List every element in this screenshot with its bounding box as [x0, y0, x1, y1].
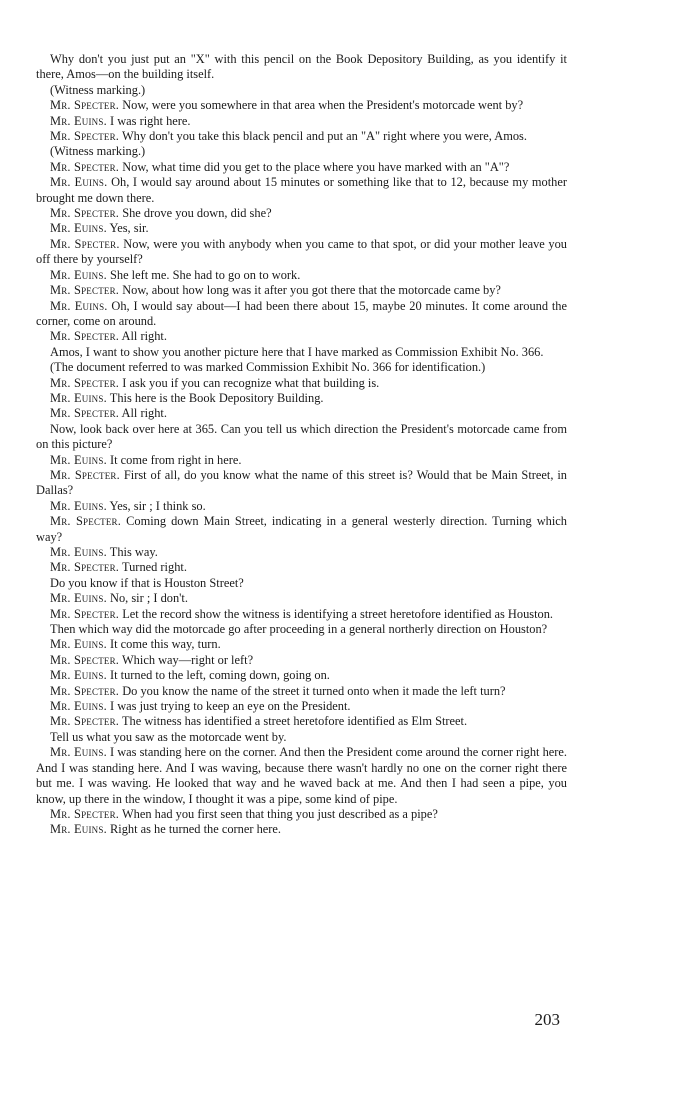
paragraph-text: First of all, do you know what the name of this street is? Would that be Main Street, in Dallas? — [36, 467, 567, 498]
speaker-label: Mr. Euins. — [50, 221, 107, 236]
transcript-paragraph — [36, 221, 567, 236]
paragraph-text: Yes, sir ; I think so. — [109, 498, 206, 513]
speaker-label: Mr. Euins. — [50, 267, 107, 282]
transcript-paragraph — [36, 283, 567, 298]
paragraph-text: Coming down Main Street, indicating in a general westerly direction. Turning which way? — [36, 514, 567, 544]
paragraph-text: All right. — [121, 406, 167, 421]
speaker-label: Mr. Specter. — [50, 159, 120, 174]
speaker-label: Mr. Specter. — [50, 375, 120, 390]
transcript-paragraph — [36, 391, 567, 406]
paragraph-text: Oh, I would say around about 15 minutes or something like that to 12, because my mother brought me down there. — [36, 175, 567, 205]
transcript-paragraph — [36, 499, 567, 514]
speaker-label: Mr. Euins. — [50, 113, 107, 128]
transcript-page — [36, 52, 567, 838]
transcript-paragraph — [36, 129, 567, 144]
paragraph-text: Tell us what you saw as the motorcade went by. — [50, 729, 287, 744]
speaker-label: Mr. Euins. — [50, 822, 107, 837]
paragraph-text: I was standing here on the corner. And then the President come around the corner right here. And I was standing here. And I was waving, because there wasn't hardly no one on the corner right there but me. I was waving. He looked that way and he waved back at me. And then I had seen a pipe, you know, up there in the window, I thought it was a pipe, some kind of pipe. — [36, 745, 567, 806]
transcript-paragraph — [36, 83, 567, 98]
speaker-label: Mr. Euins. — [50, 591, 107, 606]
transcript-paragraph — [36, 422, 567, 453]
paragraph-text: Why don't you take this black pencil and put an "A" right where you were, Amos. — [121, 129, 527, 144]
paragraph-text: Yes, sir. — [109, 221, 149, 236]
transcript-paragraph — [36, 807, 567, 822]
speaker-label: Mr. Euins. — [50, 175, 108, 190]
transcript-paragraph — [36, 268, 567, 283]
paragraph-text: She drove you down, did she? — [122, 206, 272, 221]
speaker-label: Mr. Euins. — [50, 545, 107, 559]
speaker-label: Mr. Euins. — [50, 668, 107, 683]
transcript-paragraph — [36, 345, 567, 360]
paragraph-text: Right as he turned the corner here. — [110, 822, 281, 837]
transcript-paragraph — [36, 745, 567, 807]
paragraph-text: I was right here. — [110, 113, 191, 128]
transcript-paragraph — [36, 591, 567, 606]
paragraph-text: She left me. She had to go on to work. — [110, 267, 301, 282]
speaker-label: Mr. Specter. — [50, 236, 120, 251]
speaker-label: Mr. Euins. — [50, 637, 107, 652]
paragraph-text: Oh, I would say about—I had been there about 15, maybe 20 minutes. It come around the corner, come on around. — [36, 298, 567, 328]
paragraph-text: (Witness marking.) — [50, 144, 146, 159]
transcript-paragraph — [36, 714, 567, 729]
paragraph-text: Now, what time did you get to the place where you have marked with an "A"? — [122, 159, 510, 174]
paragraph-text: It turned to the left, coming down, going on. — [110, 668, 330, 683]
transcript-paragraph — [36, 453, 567, 468]
paragraph-text: Now, look back over here at 365. Can you tell us which direction the President's motorcade came from on this picture? — [36, 421, 567, 452]
transcript-paragraph — [36, 98, 567, 113]
paragraph-text: No, sir ; I don't. — [110, 591, 188, 606]
paragraph-text: I was just trying to keep an eye on the President. — [110, 699, 351, 714]
paragraph-text: Which way—right or left? — [121, 652, 254, 667]
transcript-paragraph — [36, 822, 567, 837]
transcript-paragraph — [36, 730, 567, 745]
paragraph-text: Amos, I want to show you another picture here that I have marked as Commission Exhibit No. 366. — [50, 344, 544, 359]
paragraph-text: It come this way, turn. — [110, 637, 221, 652]
transcript-paragraph — [36, 360, 567, 375]
transcript-paragraph — [36, 622, 567, 637]
speaker-label: Mr. Euins. — [50, 498, 107, 513]
paragraph-text: Why don't you just put an "X" with this pencil on the Book Depository Building, as you identify it there, Amos—on the building itself. — [36, 52, 567, 82]
speaker-label: Mr. Specter. — [50, 329, 120, 344]
speaker-label: Mr. Specter. — [50, 406, 120, 421]
transcript-paragraph — [36, 607, 567, 622]
speaker-label: Mr. Specter. — [50, 206, 120, 221]
speaker-label: Mr. Specter. — [50, 652, 120, 667]
page-number: 203 — [534, 1010, 560, 1029]
paragraph-text: It come from right in here. — [110, 452, 242, 467]
paragraph-text: (The document referred to was marked Commission Exhibit No. 366 for identification.) — [50, 360, 486, 375]
transcript-paragraph — [36, 160, 567, 175]
paragraph-text: Then which way did the motorcade go after proceeding in a general northerly direction on Houston? — [50, 622, 548, 637]
paragraph-text: This way. — [109, 545, 158, 559]
transcript-paragraph — [36, 653, 567, 668]
speaker-label: Mr. Specter. — [50, 283, 120, 298]
paragraph-text: This here is the Book Depository Building. — [109, 390, 324, 405]
paragraph-text: (Witness marking.) — [50, 82, 146, 97]
transcript-paragraph — [36, 406, 567, 421]
transcript-paragraph — [36, 668, 567, 683]
speaker-label: Mr. Euins. — [50, 745, 107, 760]
paragraph-text: Do you know the name of the street it turned onto when it made the left turn? — [122, 683, 506, 698]
speaker-label: Mr. Specter. — [50, 714, 120, 729]
transcript-paragraph — [36, 514, 567, 545]
transcript-paragraph — [36, 299, 567, 330]
paragraph-text: Now, were you with anybody when you came to that spot, or did your mother leave you off there by yourself? — [36, 236, 567, 267]
speaker-label: Mr. Euins. — [50, 298, 108, 313]
transcript-paragraph — [36, 468, 567, 499]
transcript-paragraph — [36, 114, 567, 129]
transcript-paragraph — [36, 329, 567, 344]
speaker-label: Mr. Specter. — [50, 683, 120, 698]
transcript-paragraph — [36, 637, 567, 652]
transcript-paragraph — [36, 560, 567, 575]
paragraph-text: The witness has identified a street heretofore identified as Elm Street. — [121, 714, 468, 729]
transcript-paragraph — [36, 545, 567, 560]
speaker-label: Mr. Specter. — [50, 98, 120, 113]
transcript-paragraph — [36, 237, 567, 268]
speaker-label: Mr. Specter. — [50, 514, 122, 529]
speaker-label: Mr. Specter. — [50, 806, 120, 821]
transcript-paragraph — [36, 144, 567, 159]
paragraph-text: Turned right. — [121, 560, 187, 575]
speaker-label: Mr. Euins. — [50, 390, 107, 405]
paragraph-text: Now, about how long was it after you got there that the motorcade came by? — [122, 283, 501, 298]
transcript-paragraph — [36, 52, 567, 83]
transcript-paragraph — [36, 699, 567, 714]
speaker-label: Mr. Euins. — [50, 452, 107, 467]
paragraph-text: All right. — [121, 329, 167, 344]
speaker-label: Mr. Specter. — [50, 129, 120, 144]
paragraph-text: Let the record show the witness is identifying a street heretofore identified as Houston. — [122, 606, 554, 621]
speaker-label: Mr. Euins. — [50, 699, 107, 714]
paragraph-text: When had you first seen that thing you just described as a pipe? — [121, 806, 438, 821]
paragraph-text: Do you know if that is Houston Street? — [50, 575, 244, 590]
speaker-label: Mr. Specter. — [50, 606, 120, 621]
paragraph-text: Now, were you somewhere in that area when the President's motorcade went by? — [122, 98, 524, 113]
transcript-paragraph — [36, 175, 567, 206]
paragraph-text: I ask you if you can recognize what that building is. — [122, 375, 380, 390]
transcript-paragraph — [36, 206, 567, 221]
transcript-paragraph — [36, 684, 567, 699]
transcript-paragraph — [36, 376, 567, 391]
speaker-label: Mr. Specter. — [50, 467, 120, 482]
speaker-label: Mr. Specter. — [50, 560, 120, 575]
transcript-paragraph — [36, 576, 567, 591]
